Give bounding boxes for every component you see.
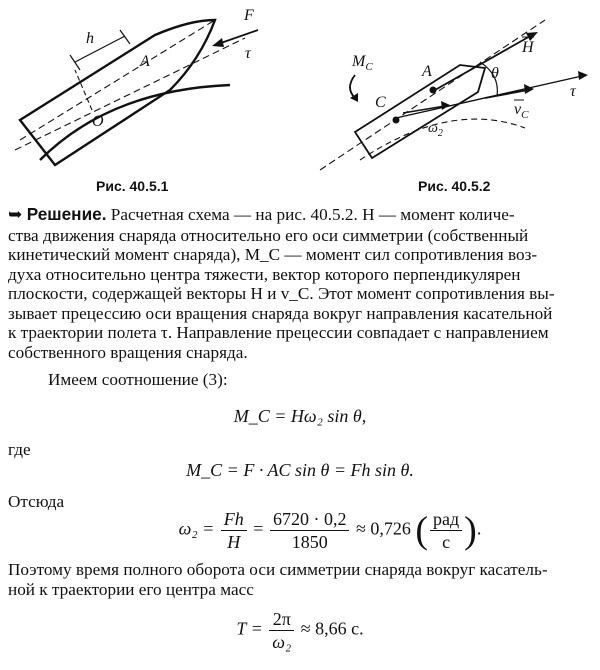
vector-h	[435, 35, 532, 90]
label-c: C	[375, 94, 386, 111]
projectile-outline	[20, 20, 215, 165]
eq4-lhs: T =	[236, 618, 263, 639]
eq4-result: ≈ 8,66 с.	[300, 618, 364, 639]
label-h: h	[86, 30, 94, 47]
hence-label: Отсюда	[8, 492, 65, 511]
trajectory-curve	[360, 119, 525, 160]
label-h: H	[522, 39, 534, 56]
solution-label: Решение.	[26, 204, 107, 224]
equation-4	[0, 608, 600, 653]
label-tau: τ	[570, 83, 576, 100]
eq4-frac	[269, 608, 294, 653]
period-line-1: ной к траектории его центра масс	[8, 579, 254, 599]
figure-40-5-2	[300, 0, 600, 200]
solution-line-6: к траектории полета τ. Направление прецессии совпадает с направлением	[8, 323, 549, 342]
label-tau: τ	[245, 45, 251, 62]
label-a: A	[422, 63, 432, 80]
tau-arrowhead	[578, 71, 588, 80]
solution-line-1: ства движения снаряда относительно его оси симметрии (собственный	[8, 225, 529, 245]
equation-3: ω₂ = $\frac{Fh}{H}$ = $\frac{6720 \cdot 0,2}{1850}$ ≈ 0,726 ( $\frac{\text{рад}}{с}$ ).	[178, 509, 482, 552]
equation-2: M_C = F · AC sin θ = Fh sin θ.	[186, 460, 414, 480]
omega2-arrowhead	[441, 101, 450, 110]
period-paragraph	[8, 560, 590, 599]
h-tick-left	[70, 55, 80, 70]
label-o: O	[92, 113, 104, 130]
eq3-frac1-num: Fh	[221, 508, 247, 531]
eq3-frac1	[221, 508, 247, 553]
solution-line-5: зывает прецессию оси вращения снаряда вокруг направления касательной	[8, 303, 553, 323]
figure-40-5-2-drawing	[300, 0, 600, 200]
label-f: F	[244, 7, 254, 24]
mc-rotation-arc	[350, 75, 355, 98]
point-c	[393, 117, 400, 124]
solution-arrow-icon: ➥	[8, 205, 23, 225]
label-theta: θ	[491, 65, 499, 82]
solution-paragraph	[8, 205, 590, 362]
solution-line-4: плоскости, содержащей векторы H и v_C. Этот момент сопротивления вы-	[8, 284, 555, 303]
projectile-outline	[355, 65, 485, 158]
tangent-line	[15, 38, 245, 150]
label-omega2: $\omega_2$	[428, 121, 443, 139]
relation-intro: Имеем соотношение (3):	[48, 370, 228, 389]
eq4-den: ω₂	[272, 632, 292, 652]
symmetry-axis	[20, 20, 215, 140]
period-line-0: Поэтому время полного оборота оси симметрии снаряда вокруг касатель-	[8, 560, 548, 579]
eq3-lhs: ω₂ =	[178, 518, 215, 539]
label-a: A	[140, 53, 150, 70]
where-label: где	[8, 440, 31, 459]
force-f-arrowhead	[212, 38, 224, 47]
solution-line-7: собственного вращения снаряда.	[8, 342, 248, 362]
tau-line	[396, 76, 582, 118]
h-tick-right	[120, 30, 130, 44]
solution-line-0	[8, 205, 590, 226]
label-mc: $M_C$	[352, 53, 373, 73]
eq3-frac1-den: H	[227, 532, 241, 552]
figure-40-5-1	[0, 0, 300, 200]
eq3-frac2-num: 6720 · 0,2	[270, 508, 350, 531]
equation-1: M_C = Hω₂ sin θ,	[233, 406, 367, 426]
label-vc: $v_C$	[514, 101, 529, 121]
solution-line-3: духа относительно центра тяжести, вектор которого перпендикулярен	[8, 264, 521, 284]
eq4-num: 2π	[269, 608, 294, 631]
eq3-unit-den: с	[442, 532, 451, 552]
figure-40-5-1-drawing	[0, 0, 300, 200]
point-a	[430, 87, 437, 94]
caption-40-5-1: Рис. 40.5.1	[96, 178, 169, 194]
axis-line	[320, 20, 545, 170]
eq3-frac2	[270, 508, 350, 553]
eq3-unit	[430, 508, 462, 553]
eq3-approx: ≈ 0,726	[355, 518, 411, 539]
eq3-unit-num: рад	[430, 508, 462, 531]
caption-40-5-2: Рис. 40.5.2	[418, 178, 491, 194]
trajectory-curve	[40, 85, 230, 160]
solution-text-0: Расчетная схема — на рис. 40.5.2. H — момент количе-	[110, 205, 515, 224]
eq3-frac2-den: 1850	[291, 532, 328, 552]
solution-line-2: кинетический момент снаряда), M_C — момент сил сопротивления воз-	[8, 245, 538, 264]
